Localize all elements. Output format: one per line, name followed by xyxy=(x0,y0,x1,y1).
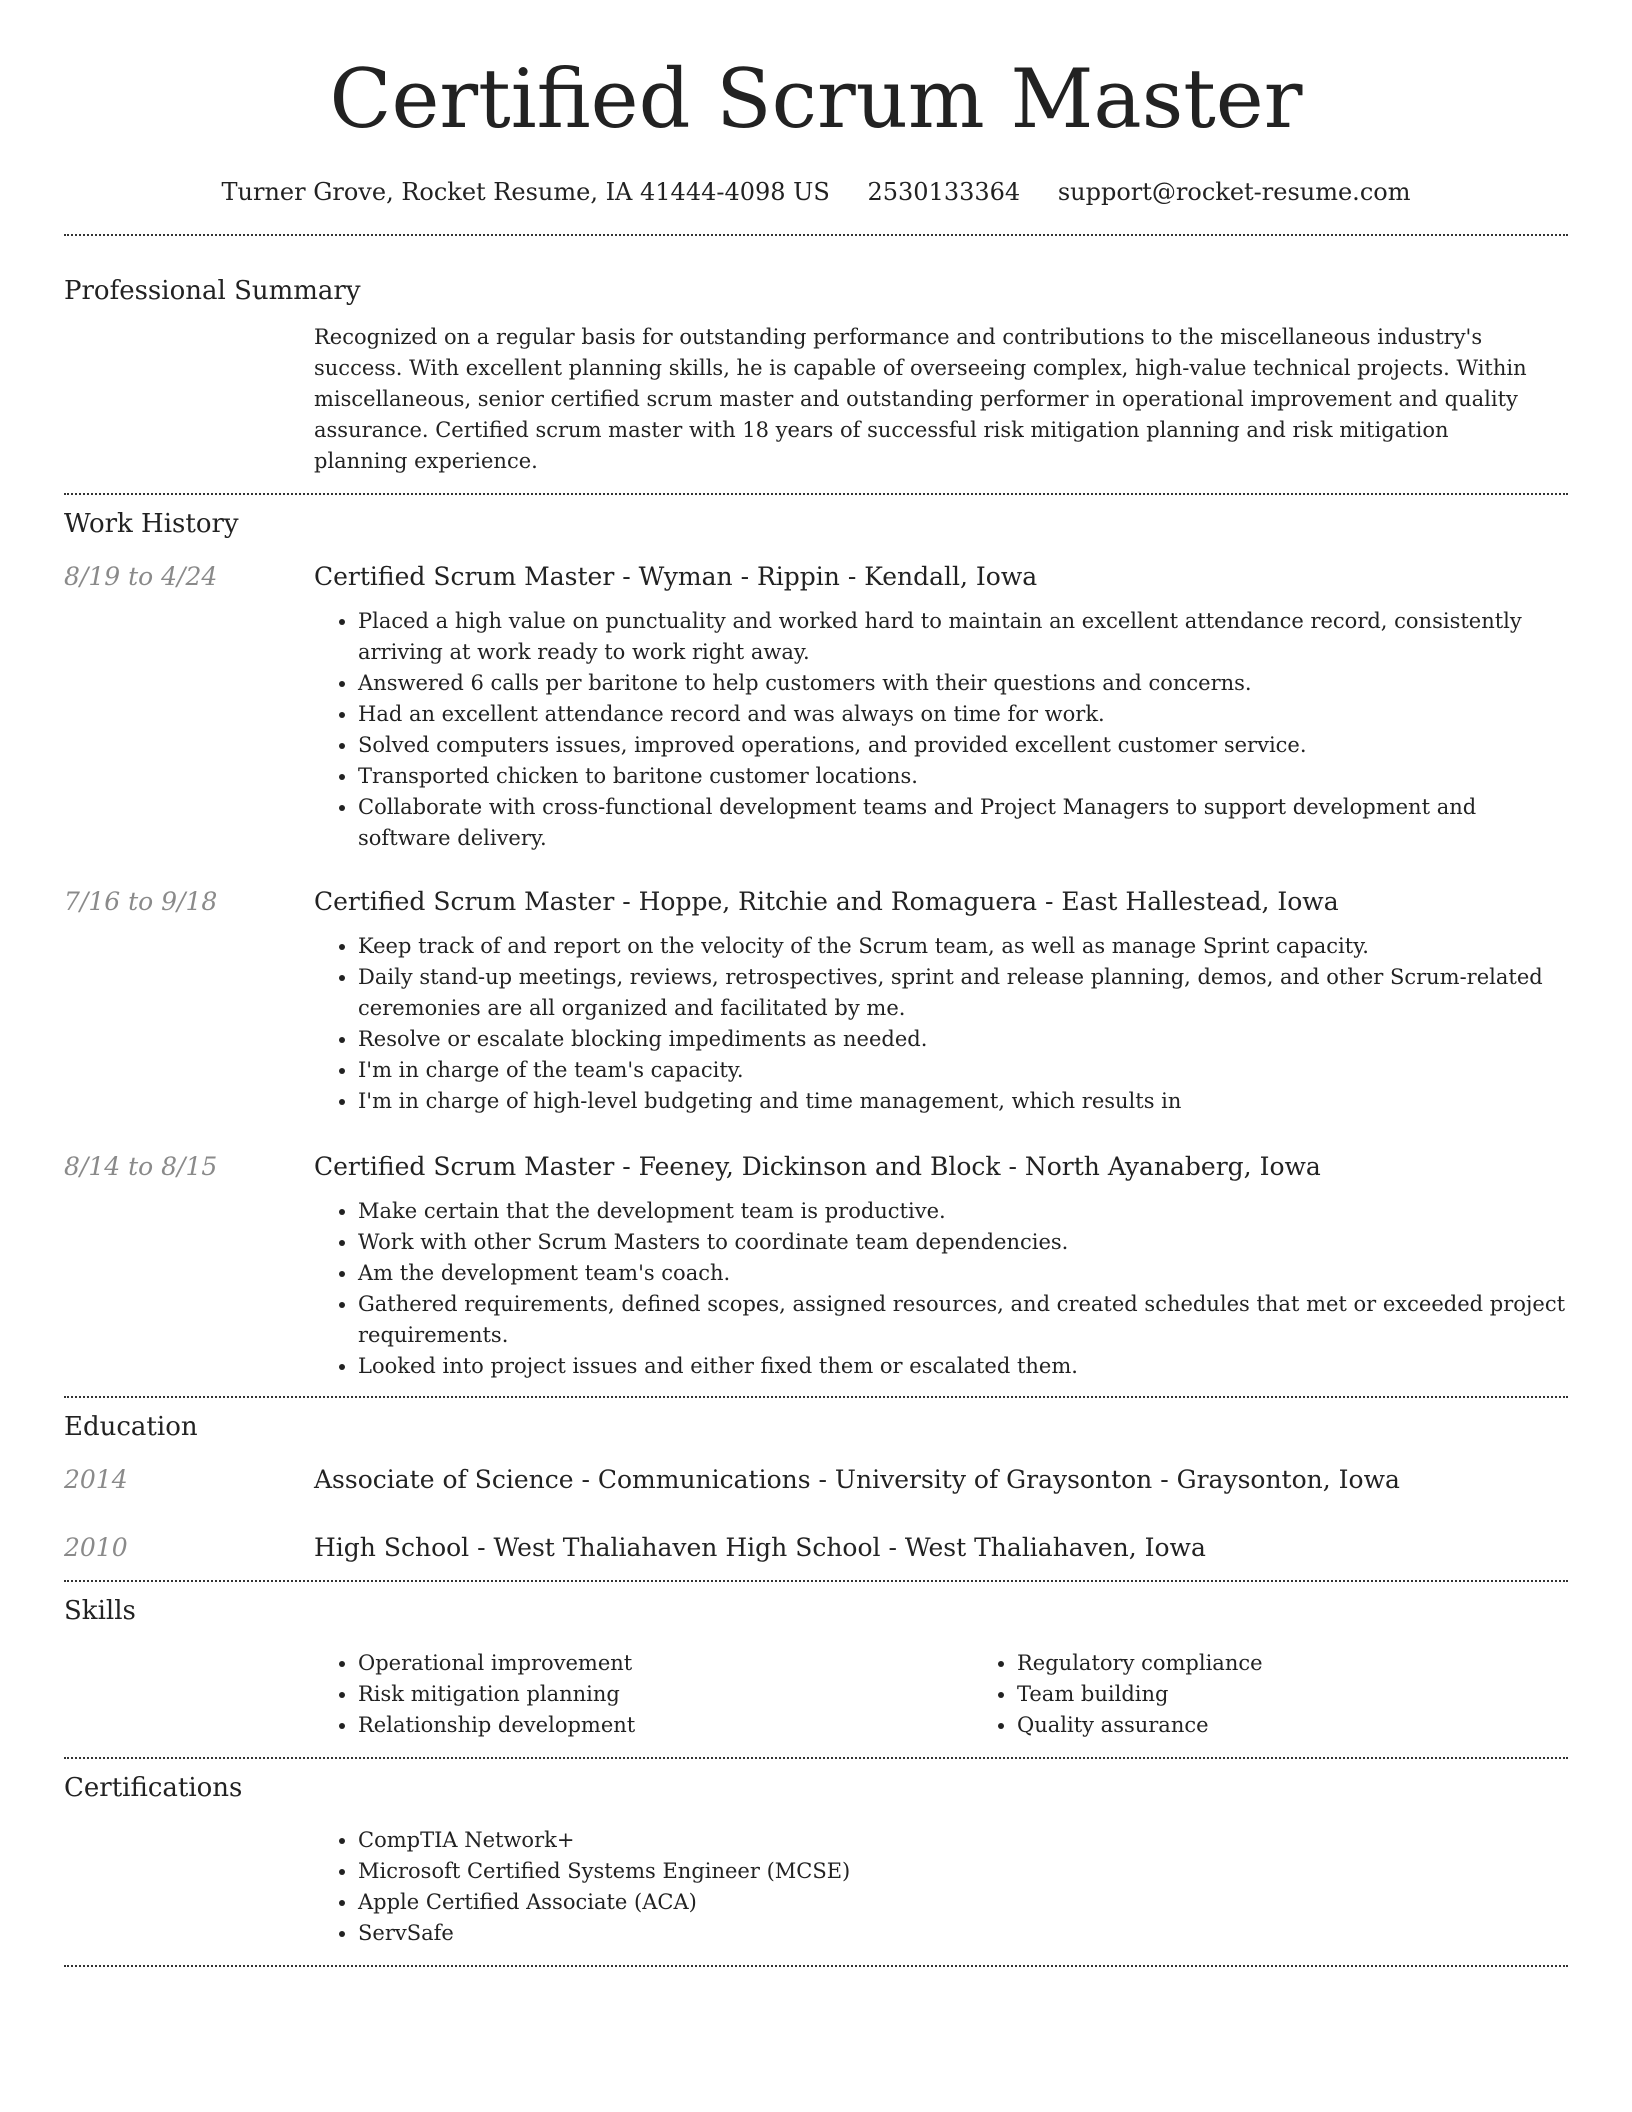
resume-header xyxy=(64,0,1568,208)
job-dates: 7/16 to 9/18 xyxy=(64,887,218,916)
contact-phone: 2530133364 xyxy=(867,178,1021,206)
contact-line xyxy=(64,176,1568,208)
job-bullet: • Looked into project issues and either fixed them or escalated them. xyxy=(358,1351,1568,1382)
skill-item: • Team building xyxy=(1017,1679,1632,1710)
skill-item: • Regulatory compliance xyxy=(1017,1648,1632,1679)
job-bullet: • Answered 6 calls per baritone to help customers with their questions and concerns. xyxy=(358,668,1568,699)
job-bullets xyxy=(314,1196,1568,1382)
job-bullet: • Am the development team's coach. xyxy=(358,1258,1568,1289)
job-dates: 8/14 to 8/15 xyxy=(64,1152,218,1181)
certifications-list xyxy=(314,1825,1568,1949)
job-bullet: • Had an excellent attendance record and was always on time for work. xyxy=(358,699,1568,730)
section-title-education: Education xyxy=(64,1412,198,1442)
job-bullet: • I'm in charge of high-level budgeting and time management, which results in xyxy=(358,1086,1568,1117)
divider xyxy=(64,1580,1568,1582)
certifications-section xyxy=(64,1771,1568,1949)
education-text: High School - West Thaliahaven High School - West Thaliahaven, Iowa xyxy=(314,1533,1206,1562)
job-bullet: • Collaborate with cross-functional development teams and Project Managers to support development and software delivery. xyxy=(358,792,1568,854)
education-section xyxy=(64,1410,1568,1564)
education-year: 2010 xyxy=(64,1533,128,1562)
education-year: 2014 xyxy=(64,1465,128,1494)
divider xyxy=(64,1965,1568,1967)
education-text: Associate of Science - Communications - University of Graysonton - Graysonton, Iowa xyxy=(314,1465,1400,1494)
certification-item: • ServSafe xyxy=(358,1918,1568,1949)
contact-address: Turner Grove, Rocket Resume, IA 41444-4098 US xyxy=(221,178,830,206)
certification-item: • CompTIA Network+ xyxy=(358,1825,1568,1856)
work-history-section xyxy=(64,507,1568,1382)
skills-section xyxy=(64,1594,1568,1741)
job-bullets xyxy=(314,606,1568,854)
job-bullet: • Solved computers issues, improved operations, and provided excellent customer service. xyxy=(358,730,1568,761)
contact-email: support@rocket-resume.com xyxy=(1057,178,1411,206)
certification-item: • Microsoft Certified Systems Engineer (MCSE) xyxy=(358,1856,1568,1887)
candidate-name: Certified Scrum Master xyxy=(329,53,1303,147)
job-title: Certified Scrum Master - Hoppe, Ritchie and Romaguera - East Hallestead, Iowa xyxy=(314,887,1339,916)
skill-item: • Operational improvement xyxy=(358,1648,973,1679)
job-title: Certified Scrum Master - Feeney, Dickinson and Block - North Ayanaberg, Iowa xyxy=(314,1152,1321,1181)
job-bullet: • Gathered requirements, defined scopes, assigned resources, and created schedules that met or exceeded project requirements. xyxy=(358,1289,1568,1351)
job-bullet: • Transported chicken to baritone customer locations. xyxy=(358,761,1568,792)
education-entry xyxy=(64,1464,1568,1496)
education-entry xyxy=(64,1532,1568,1564)
summary-section xyxy=(64,274,1568,477)
job-bullet: • Placed a high value on punctuality and worked hard to maintain an excellent attendance record, consistently arriving at work ready to work right away. xyxy=(358,606,1568,668)
skill-item: • Risk mitigation planning xyxy=(358,1679,973,1710)
job-bullet: • I'm in charge of the team's capacity. xyxy=(358,1055,1568,1086)
job-bullet: • Daily stand-up meetings, reviews, retrospectives, sprint and release planning, demos, and other Scrum-related ceremonies are all organized and facilitated by me. xyxy=(358,962,1568,1024)
job-entry xyxy=(64,886,1568,1117)
job-bullet: • Work with other Scrum Masters to coordinate team dependencies. xyxy=(358,1227,1568,1258)
skills-list-left xyxy=(314,1648,973,1741)
skills-list-right xyxy=(973,1648,1632,1741)
section-title-work-history: Work History xyxy=(64,509,239,539)
job-entry xyxy=(64,561,1568,854)
section-title-certifications: Certifications xyxy=(64,1773,243,1803)
section-title-summary: Professional Summary xyxy=(64,276,361,306)
job-dates: 8/19 to 4/24 xyxy=(64,562,218,591)
certification-item: • Apple Certified Associate (ACA) xyxy=(358,1887,1568,1918)
divider xyxy=(64,493,1568,495)
job-bullet: • Keep track of and report on the velocity of the Scrum team, as well as manage Sprint capacity. xyxy=(358,931,1568,962)
job-bullets xyxy=(314,931,1568,1117)
skill-item: • Quality assurance xyxy=(1017,1710,1632,1741)
summary-text: Recognized on a regular basis for outstanding performance and contributions to the miscellaneous industry's success. With excellent planning skills, he is capable of overseeing complex, high-value technical projects. Within miscellaneous, senior certified scrum master and outstanding performer in operational improvement and quality assurance. Certified scrum master with 18 years of successful risk mitigation planning and risk mitigation planning experience. xyxy=(314,325,1527,473)
divider xyxy=(64,234,1568,236)
job-bullet: • Make certain that the development team is productive. xyxy=(358,1196,1568,1227)
skill-item: • Relationship development xyxy=(358,1710,973,1741)
job-entry xyxy=(64,1151,1568,1382)
divider xyxy=(64,1757,1568,1759)
section-title-skills: Skills xyxy=(64,1596,136,1626)
job-bullet: • Resolve or escalate blocking impediments as needed. xyxy=(358,1024,1568,1055)
job-title: Certified Scrum Master - Wyman - Rippin - Kendall, Iowa xyxy=(314,562,1038,591)
divider xyxy=(64,1396,1568,1398)
